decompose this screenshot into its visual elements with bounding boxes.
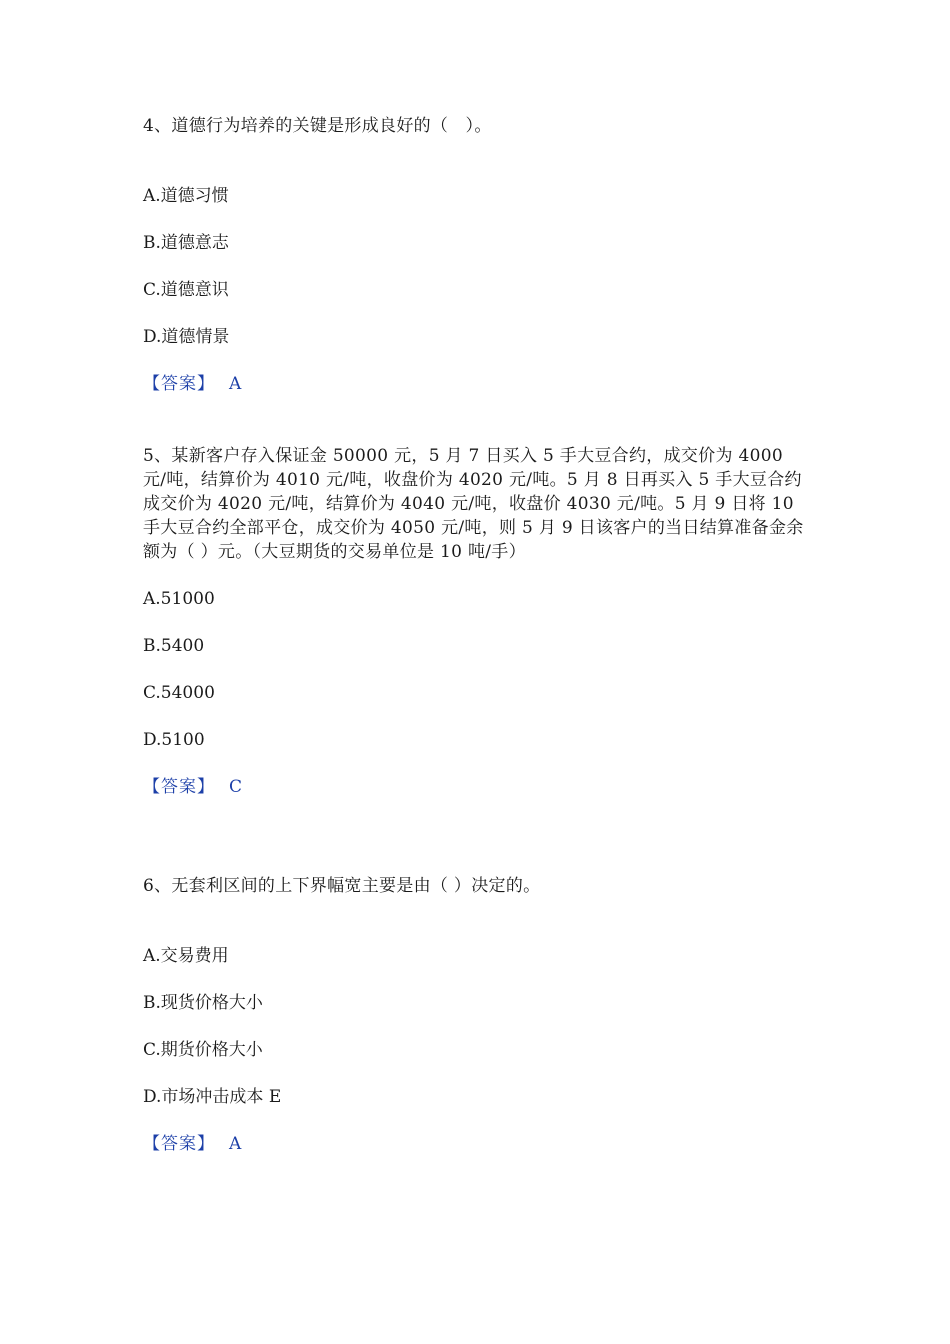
question-stem-row (143, 874, 813, 921)
option-b: B.现货价格大小 (143, 993, 263, 1013)
option-c-row (143, 278, 813, 325)
option-d: D.5100 (143, 730, 205, 750)
answer-value: C (229, 777, 243, 797)
option-a-row (143, 944, 813, 991)
answer-label: 【答案】 (143, 1134, 215, 1154)
question-stem: 4、道德行为培养的关键是形成良好的（ ）。 (143, 116, 492, 136)
option-d-row (143, 325, 813, 372)
question-stem-row (143, 114, 813, 161)
answer-value: A (229, 1134, 242, 1154)
option-a-row (143, 184, 813, 231)
question-stem: 6、无套利区间的上下界幅宽主要是由（ ）决定的。 (143, 876, 541, 896)
option-d: D.道德情景 (143, 327, 230, 347)
question-stem: 5、某新客户存入保证金 50000 元，5 月 7 日买入 5 手大豆合约，成交价为 4000 元/吨，结算价为 4010 元/吨，收盘价为 4020 元/吨。5 月 8 日再买入 5 手大豆合约成交价为 4020 元/吨，结算价为 4040 元/吨，收盘价 4030 元/吨。5 月 9 日将 10 手大豆合约全部平仓，成交价为 4050 元/吨，则 5 月 9 日该客户的当日结算准备金余额为（ ）元。（大豆期货的交易单位是 10 吨/手） (143, 446, 804, 562)
option-b-row (143, 231, 813, 278)
answer-label: 【答案】 (143, 374, 215, 394)
option-b-row (143, 634, 813, 681)
option-c: C.54000 (143, 683, 215, 703)
question-5 (143, 444, 813, 799)
option-c-row (143, 681, 813, 728)
option-b: B.道德意志 (143, 233, 229, 253)
option-a-row (143, 587, 813, 634)
option-d: D.市场冲击成本 E (143, 1087, 282, 1107)
question-4 (143, 114, 813, 396)
question-stem-row (143, 444, 813, 564)
answer-label: 【答案】 (143, 777, 215, 797)
option-c: C.道德意识 (143, 280, 229, 300)
option-a: A.51000 (143, 589, 215, 609)
option-d-row (143, 728, 813, 775)
answer-row (143, 372, 813, 396)
option-b: B.5400 (143, 636, 205, 656)
option-d-row (143, 1085, 813, 1132)
answer-row (143, 775, 813, 799)
option-a: A.交易费用 (143, 946, 229, 966)
answer-row (143, 1132, 813, 1156)
option-b-row (143, 991, 813, 1038)
option-a: A.道德习惯 (143, 186, 229, 206)
answer-value: A (229, 374, 242, 394)
option-c: C.期货价格大小 (143, 1040, 263, 1060)
option-c-row (143, 1038, 813, 1085)
question-6 (143, 874, 813, 1156)
